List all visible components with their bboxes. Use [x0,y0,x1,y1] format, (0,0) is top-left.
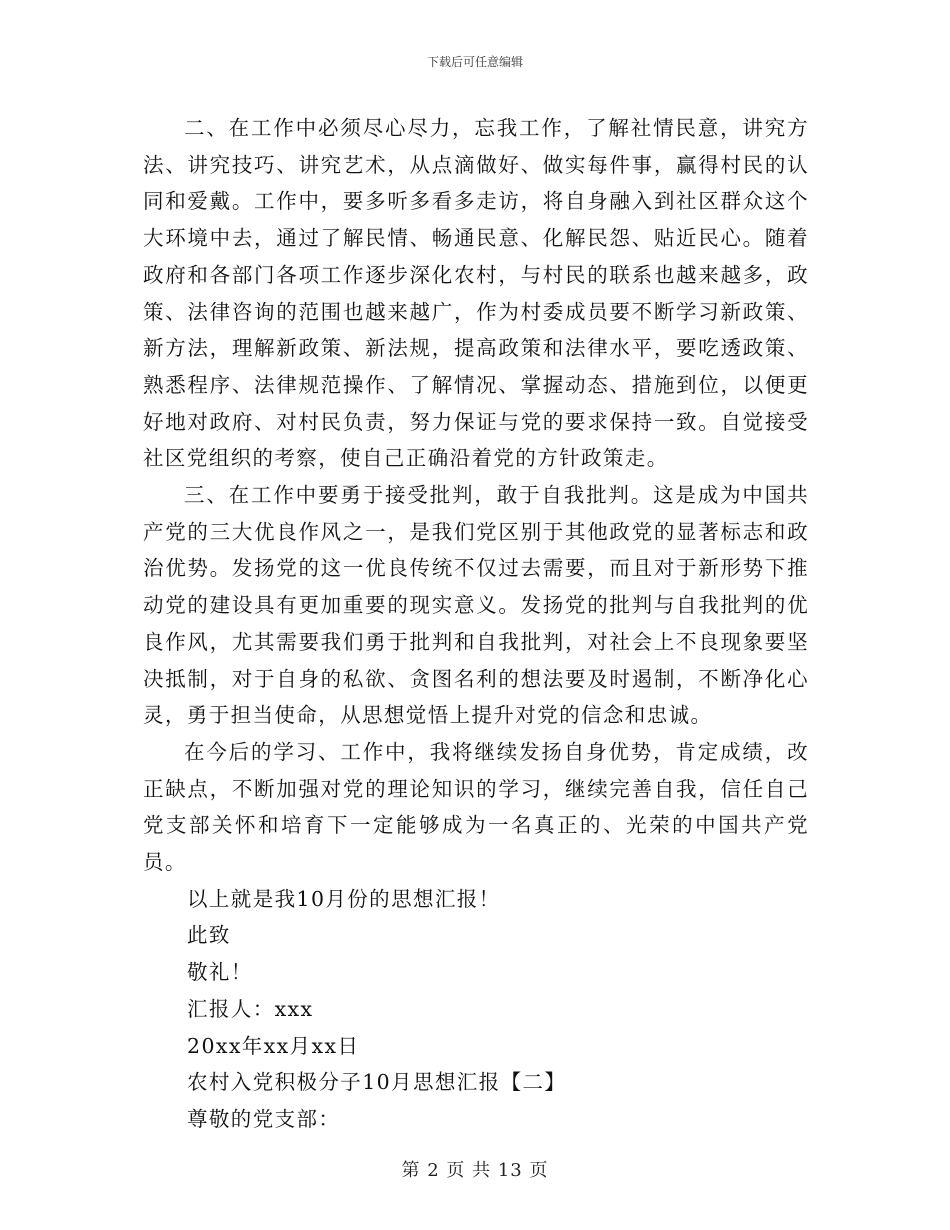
page-number-footer: 第 2 页 共 13 页 [401,1160,549,1181]
greeting-line: 此致 [187,923,231,948]
paragraph-two: 二、在工作中必须尽心尽力，忘我工作，了解社情民意，讲究方法、讲究技巧、讲究艺术，从点滴做好、做实每件事，赢得村民的认同和爱戴。工作中，要多听多看多走访，将自身融入到社区群众这个大环境中去，通过了解民情、畅通民意、化解民怨、贴近民心。随着政府和各部门各项工作逐步深化农村，与村民的联系也越来越多，政策、法律咨询的范围也越来越广，作为村委成员要不断学习新政策、新方法，理解新政策、新法规，提高政策和法律水平，要吃透政策、熟悉程序、法律规范操作、了解情况、掌握动态、措施到位，以便更好地对政府、对村民负责，努力保证与党的要求保持一致。自觉接受社区党组织的考察，使自己正确沿着党的方针政策走。 [143,116,809,471]
salute-line: 敬礼！ [187,960,253,985]
next-report-salutation: 尊敬的党支部： [187,1106,341,1131]
next-report-title: 农村入党积极分子10月思想汇报【二】 [187,1070,567,1095]
reporter-line: 汇报人：xxx [187,996,314,1021]
paragraph-future: 在今后的学习、工作中，我将继续发扬自身优势，肯定成绩，改正缺点，不断加强对党的理论知识的学习，继续完善自我，信任自己党支部关怀和培育下一定能够成为一名真正的、光荣的中国共产党员。 [143,739,809,875]
page-header: 下载后可任意编辑 [426,55,523,69]
document-body [143,110,809,1138]
paragraph-three: 三、在工作中要勇于接受批判，敢于自我批判。这是成为中国共产党的三大优良作风之一，是我们党区别于其他政党的显著标志和政治优势。发扬党的这一优良传统不仅过去需要，而且对于新形势下推动党的建设具有更加重要的现实意义。发扬党的批判与自我批判的优良作风，尤其需要我们勇于批判和自我批判，对社会上不良现象要坚决抵制，对于自身的私欲、贪图名利的想法要及时遏制，不断净化心灵，勇于担当使命，从思想觉悟上提升对党的信念和忠诚。 [143,483,809,728]
summary-line: 以上就是我10月份的思想汇报！ [187,886,501,911]
date-line: 20xx年xx月xx日 [187,1033,360,1058]
